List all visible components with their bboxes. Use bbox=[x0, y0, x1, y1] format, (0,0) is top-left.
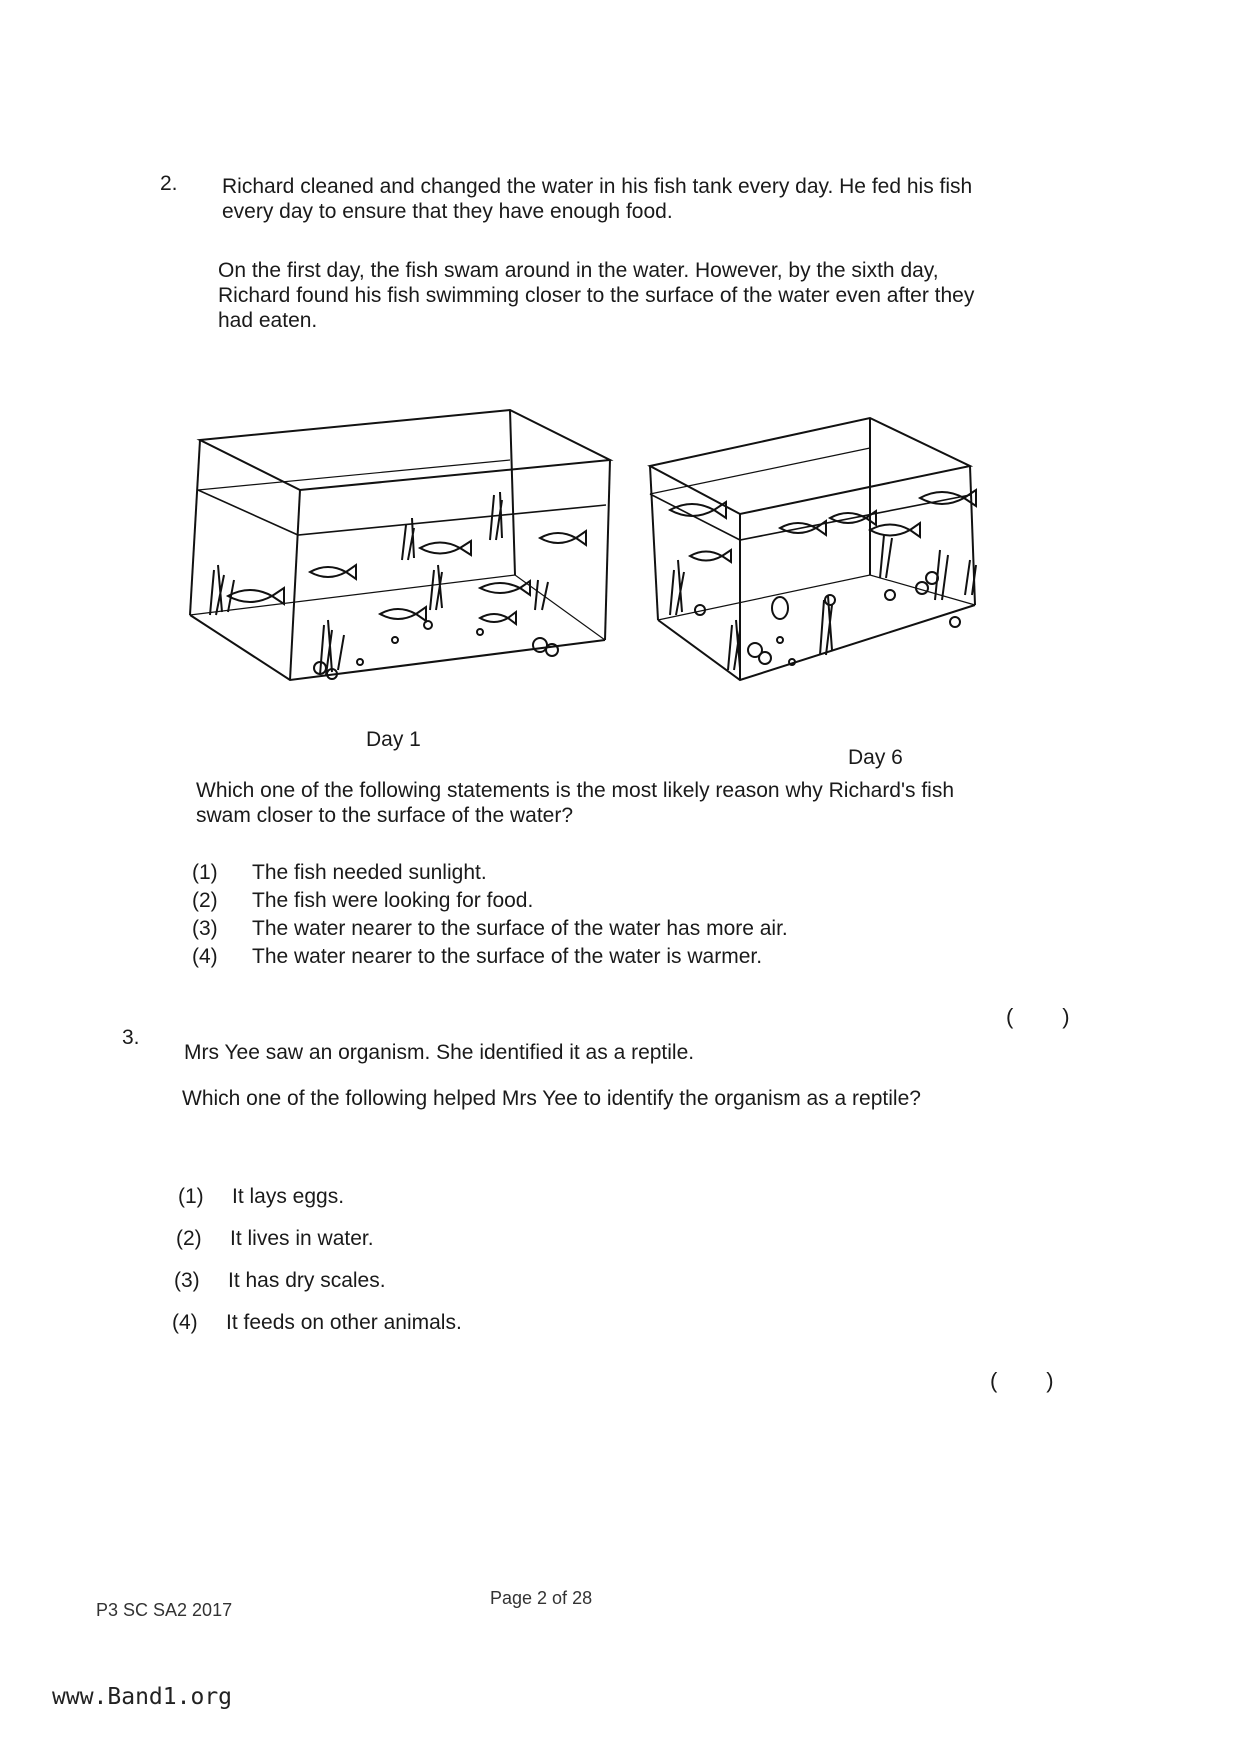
option-number: (2) bbox=[192, 889, 218, 912]
option-number: (3) bbox=[174, 1269, 200, 1292]
option-text: The fish needed sunlight. bbox=[252, 861, 487, 884]
tank-day-6 bbox=[650, 418, 976, 680]
paper-code: P3 SC SA2 2017 bbox=[96, 1600, 233, 1620]
option-text: It feeds on other animals. bbox=[226, 1311, 462, 1334]
option-number: (4) bbox=[172, 1311, 198, 1334]
question-3-option-3 bbox=[174, 1268, 386, 1294]
question-2-option-4 bbox=[192, 944, 762, 970]
question-2-intro: Richard cleaned and changed the water in his fish tank every day. He fed his fish every day to ensure that they have enough food. bbox=[222, 175, 973, 223]
tank-day-1 bbox=[190, 410, 610, 680]
figure-caption-day-6: Day 6 bbox=[848, 746, 903, 769]
question-3-number: 3. bbox=[122, 1026, 140, 1049]
question-3-option-4 bbox=[172, 1310, 462, 1336]
page-number: Page 2 of 28 bbox=[490, 1588, 593, 1608]
question-2-prompt: Which one of the following statements is the most likely reason why Richard's fish swam closer to the surface of the water? bbox=[196, 779, 955, 827]
question-3-answer-bracket[interactable]: ( ) bbox=[990, 1368, 1054, 1393]
question-2-option-1 bbox=[192, 860, 487, 886]
option-text: It has dry scales. bbox=[228, 1269, 386, 1292]
option-number: (1) bbox=[178, 1185, 204, 1208]
site-watermark: www.Band1.org bbox=[52, 1684, 233, 1710]
option-text: The fish were looking for food. bbox=[252, 889, 534, 912]
option-number: (1) bbox=[192, 861, 218, 884]
question-3-option-1 bbox=[178, 1184, 344, 1210]
question-3-option-2 bbox=[176, 1226, 374, 1252]
option-text: It lives in water. bbox=[230, 1227, 374, 1250]
option-text: The water nearer to the surface of the water is warmer. bbox=[252, 945, 763, 968]
question-3-intro: Mrs Yee saw an organism. She identified it as a reptile. bbox=[184, 1041, 695, 1064]
option-number: (4) bbox=[192, 945, 218, 968]
figure-caption-day-1: Day 1 bbox=[366, 728, 421, 751]
option-text: The water nearer to the surface of the water has more air. bbox=[252, 917, 788, 940]
option-number: (2) bbox=[176, 1227, 202, 1250]
question-3-prompt: Which one of the following helped Mrs Yee to identify the organism as a reptile? bbox=[182, 1087, 921, 1110]
question-2-number: 2. bbox=[160, 172, 178, 195]
question-2-option-3 bbox=[192, 916, 788, 942]
fish-tank-figure bbox=[180, 400, 1100, 740]
question-2-observation: On the first day, the fish swam around in the water. However, by the sixth day, Richard found his fish swimming closer to the surface of the water even after they had eaten. bbox=[218, 259, 975, 332]
option-number: (3) bbox=[192, 917, 218, 940]
question-2-answer-bracket[interactable]: ( ) bbox=[1006, 1004, 1070, 1029]
option-text: It lays eggs. bbox=[232, 1185, 345, 1208]
question-2-option-2 bbox=[192, 888, 533, 914]
